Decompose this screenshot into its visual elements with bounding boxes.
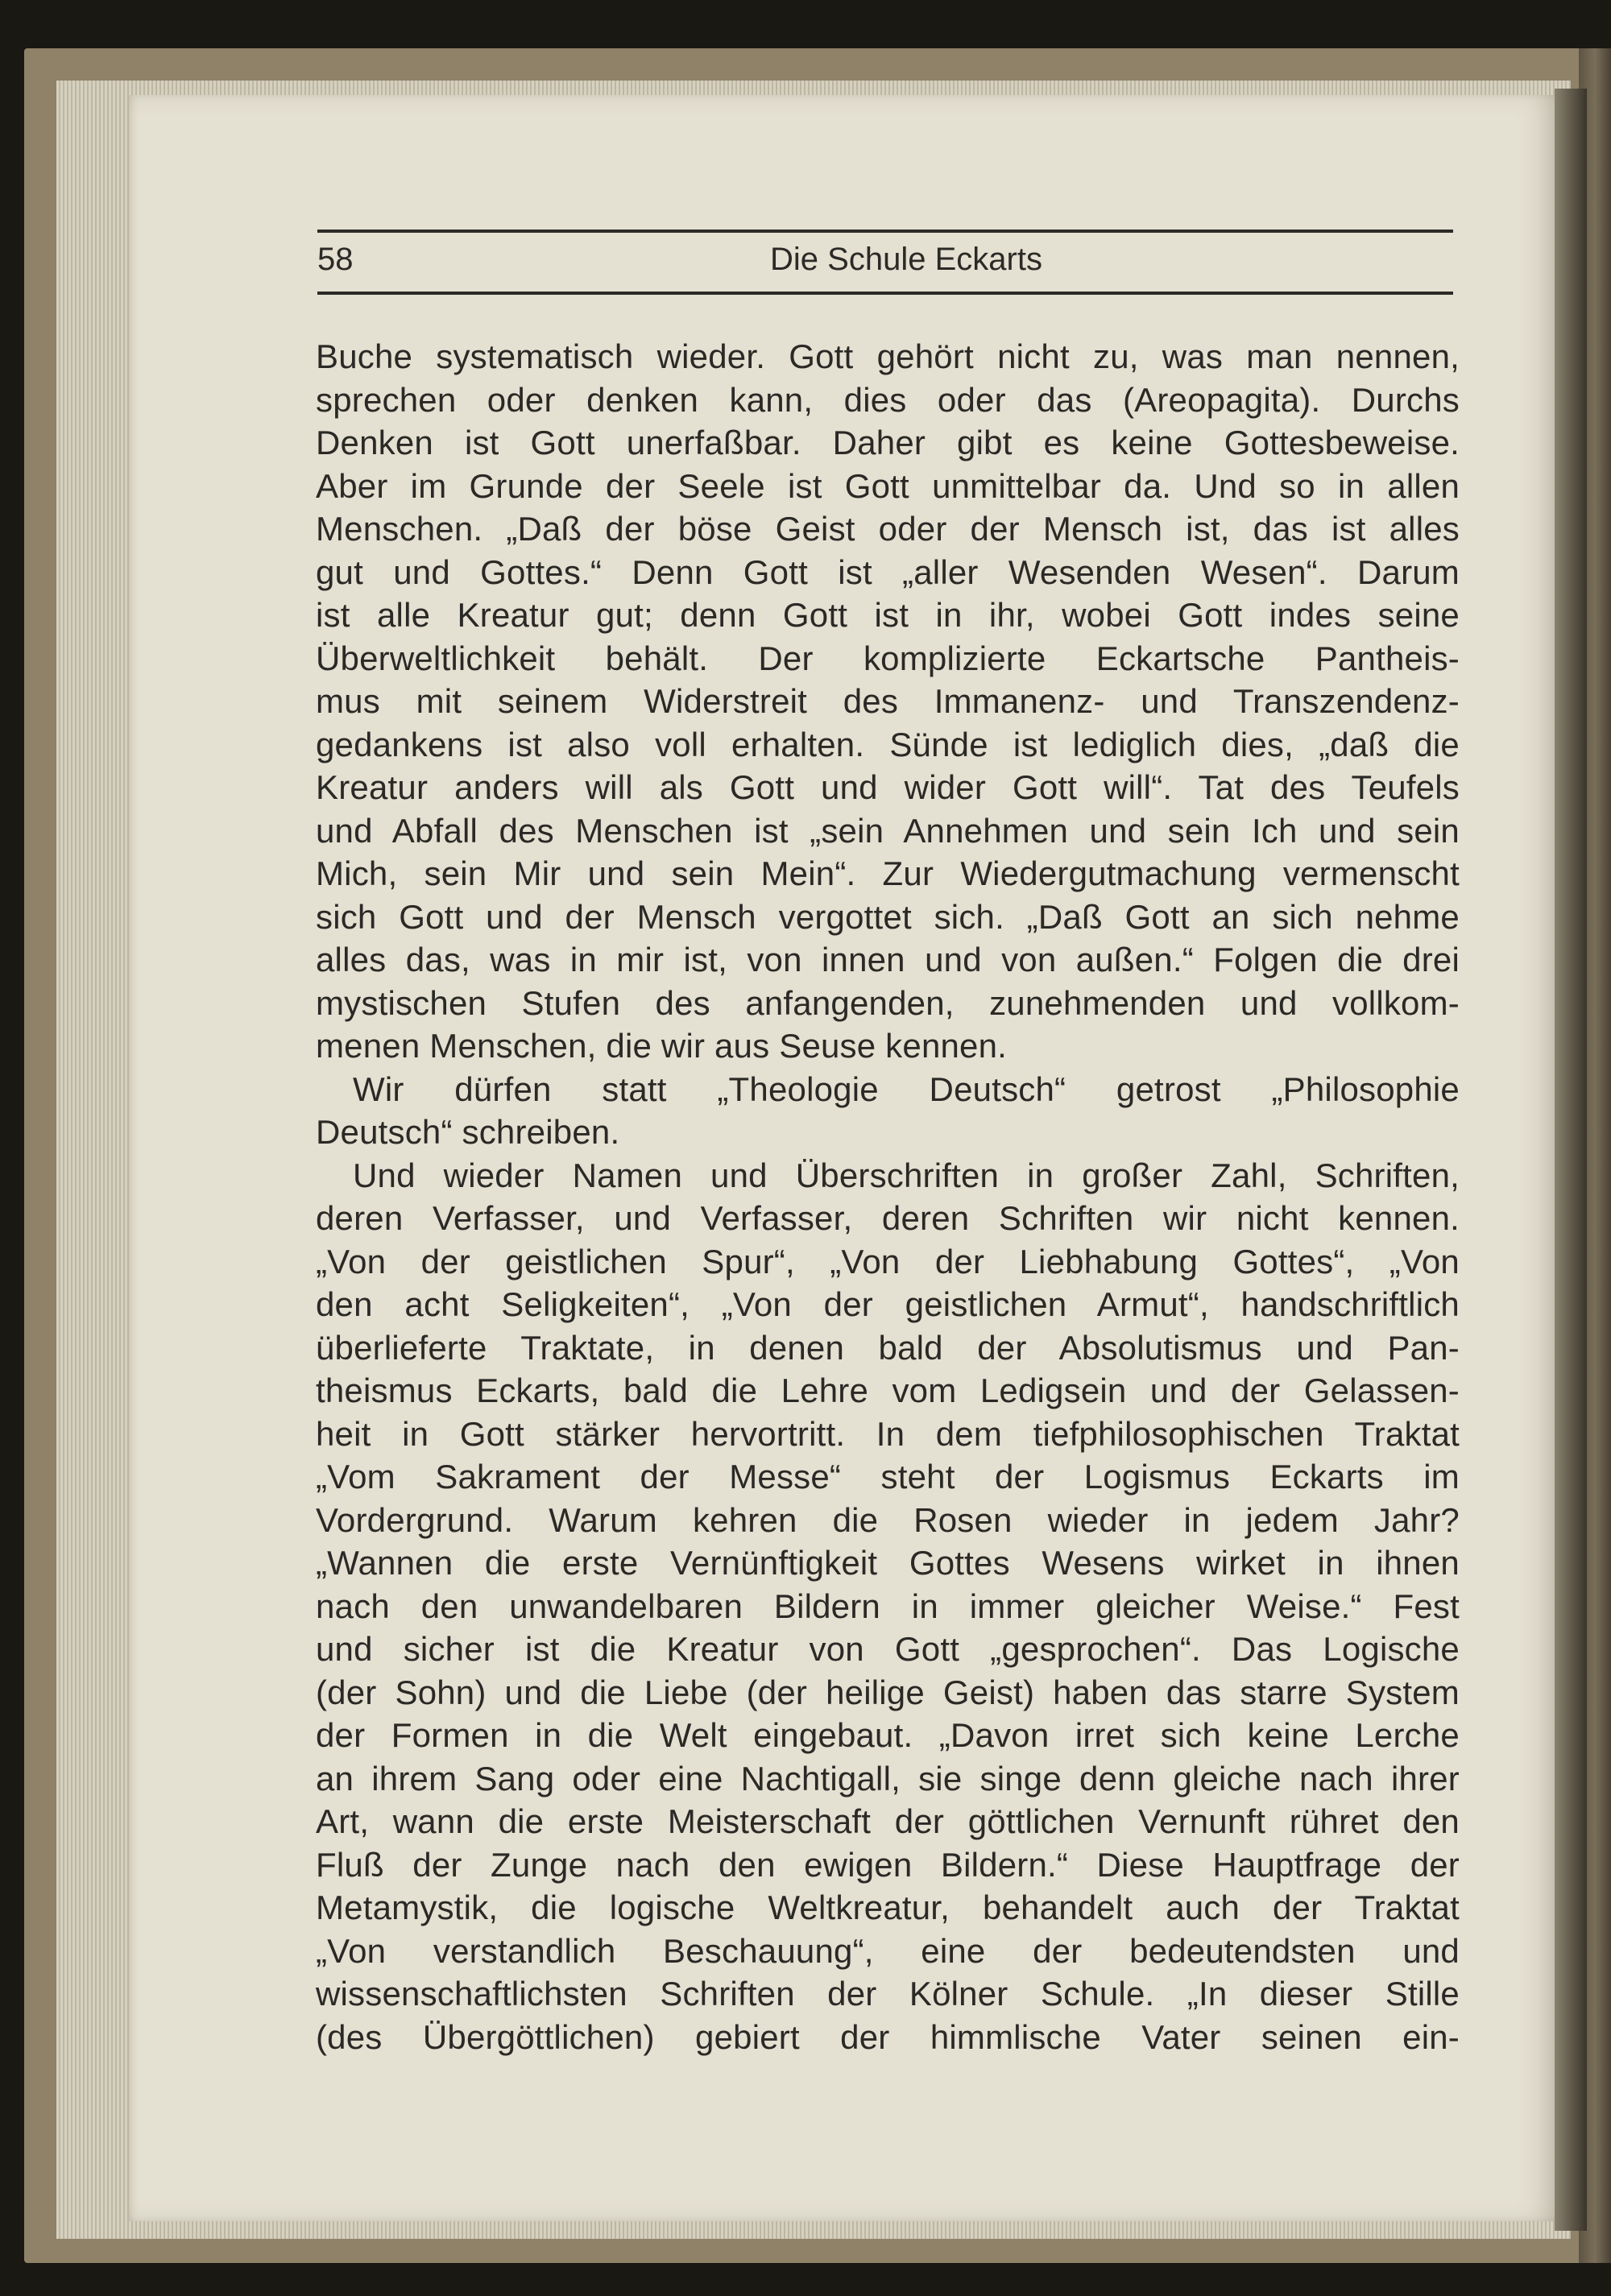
text-line: Buche systematisch wieder. Gott gehört nicht zu, was man nennen,: [316, 337, 1460, 375]
text-line: mus mit seinem Widerstreit des Immanenz- und Transzendenz-: [316, 682, 1460, 720]
text-line: Aber im Grunde der Seele ist Gott unmittelbar da. Und so in allen: [316, 466, 1460, 505]
text-line: Deutsch“ schreiben.: [316, 1113, 620, 1151]
gutter-shadow: [1555, 89, 1587, 2231]
text-line: sich Gott und der Mensch vergottet sich. „Daß Gott an sich nehme: [316, 897, 1460, 936]
text-line: nach den unwandelbaren Bildern in immer gleicher Weise.“ Fest: [316, 1587, 1460, 1625]
text-line: wissenschaftlichsten Schriften der Kölner Schule. „In dieser Stille: [316, 1975, 1460, 2013]
text-line: (der Sohn) und die Liebe (der heilige Geist) haben das starre System: [316, 1673, 1460, 1711]
text-line: Denken ist Gott unerfaßbar. Daher gibt es keine Gottesbeweise.: [316, 424, 1460, 461]
text-line: „Von der geistlichen Spur“, „Von der Liebhabung Gottes“, „Von: [316, 1242, 1460, 1280]
text-line: theismus Eckarts, bald die Lehre vom Ledigsein und der Gelassen-: [316, 1371, 1460, 1409]
text-line: alles das, was in mir ist, von innen und von außen.“ Folgen die drei: [316, 941, 1460, 978]
text-line: Metamystik, die logische Weltkreatur, behandelt auch der Traktat: [316, 1889, 1460, 1926]
text-line: „Von verstandlich Beschauung“, eine der bedeutendsten und: [316, 1931, 1460, 1970]
text-line: den acht Seligkeiten“, „Von der geistlichen Armut“, handschriftlich: [316, 1285, 1460, 1323]
text-line: ist alle Kreatur gut; denn Gott ist in ihr, wobei Gott indes seine: [316, 596, 1460, 634]
header-rule-bottom: [317, 292, 1453, 295]
text-line: gedankens ist also voll erhalten. Sünde ist lediglich dies, „daß die: [316, 725, 1460, 763]
header-rule-top: [317, 230, 1453, 233]
text-line: deren Verfasser, und Verfasser, deren Schriften wir nicht kennen.: [316, 1199, 1460, 1237]
text-line: Mich, sein Mir und sein Mein“. Zur Wiedergutmachung vermenscht: [316, 854, 1460, 892]
text-line: und sicher ist die Kreatur von Gott „gesprochen“. Das Logische: [316, 1630, 1460, 1668]
text-line: Überweltlichkeit behält. Der komplizierte Eckartsche Pantheis-: [316, 639, 1460, 677]
body-text: [316, 335, 1460, 2058]
text-line: „Vom Sakrament der Messe“ steht der Logismus Eckarts im: [316, 1458, 1460, 1496]
text-line: sprechen oder denken kann, dies oder das (Areopagita). Durchs: [316, 380, 1460, 419]
text-line: an ihrem Sang oder eine Nachtigall, sie singe denn gleiche nach ihrer: [316, 1759, 1460, 1797]
text-line: Menschen. „Daß der böse Geist oder der Mensch ist, das ist alles: [316, 510, 1460, 548]
text-line: Fluß der Zunge nach den ewigen Bildern.“ Diese Hauptfrage der: [316, 1845, 1460, 1884]
text-line: der Formen in die Welt eingebaut. „Davon irret sich keine Lerche: [316, 1716, 1460, 1754]
text-line: und Abfall des Menschen ist „sein Annehmen und sein Ich und sein: [316, 811, 1460, 850]
text-line: mystischen Stufen des anfangenden, zunehmenden und vollkom-: [316, 983, 1460, 1022]
page-number: 58: [317, 242, 354, 277]
text-line: (des Übergöttlichen) gebiert der himmlische Vater seinen ein-: [316, 2017, 1460, 2056]
text-line: „Wannen die erste Vernünftigkeit Gottes Wesens wirket in ihnen: [316, 1544, 1460, 1582]
text-line: überlieferte Traktate, in denen bald der Absolutismus und Pan-: [316, 1328, 1460, 1367]
running-title: Die Schule Eckarts: [770, 242, 1042, 277]
text-line: Art, wann die erste Meisterschaft der göttlichen Vernunft rühret den: [316, 1802, 1460, 1840]
text-line: menen Menschen, die wir aus Seuse kennen.: [316, 1027, 1008, 1065]
text-line: Und wieder Namen und Überschriften in großer Zahl, Schriften,: [353, 1156, 1460, 1194]
text-line: Wir dürfen statt „Theologie Deutsch“ getrost „Philosophie: [353, 1069, 1460, 1108]
text-line: Kreatur anders will als Gott und wider Gott will“. Tat des Teufels: [316, 768, 1460, 806]
text-line: heit in Gott stärker hervortritt. In dem tiefphilosophischen Traktat: [316, 1414, 1460, 1453]
text-line: gut und Gottes.“ Denn Gott ist „aller Wesenden Wesen“. Darum: [316, 552, 1460, 591]
text-line: Vordergrund. Warum kehren die Rosen wieder in jedem Jahr?: [316, 1500, 1460, 1539]
